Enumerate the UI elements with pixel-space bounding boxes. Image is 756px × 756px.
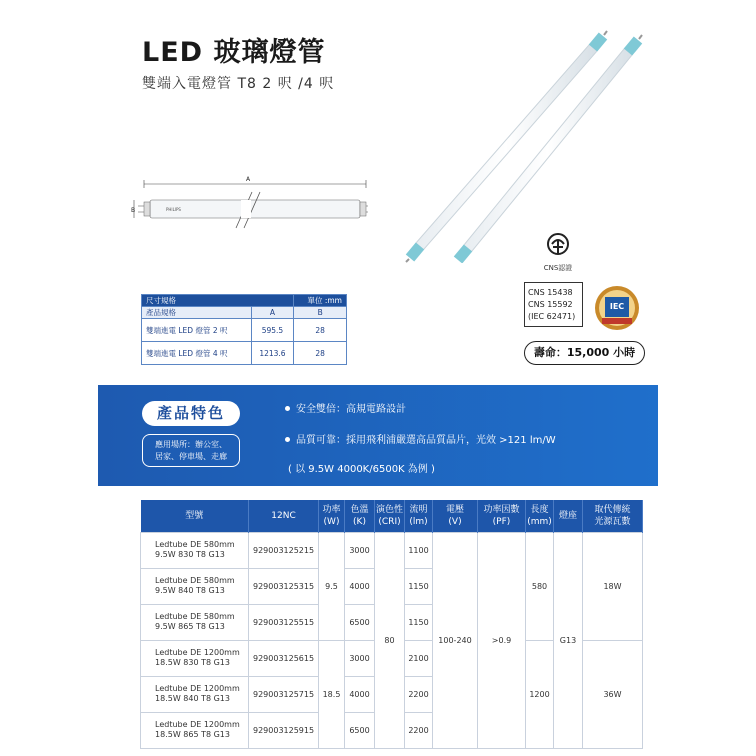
col-header-length: 長度 (mm): [526, 500, 554, 532]
lumen-cell: 1150: [405, 604, 433, 640]
dimension-col-a: A: [251, 307, 294, 319]
power-cell: 9.5: [319, 532, 345, 640]
feature-banner: [98, 385, 658, 486]
bullet-dot-icon: [285, 437, 290, 442]
col-header-12nc: 12NC: [249, 500, 319, 532]
nc-cell: 929003125715: [249, 676, 319, 712]
col-header-replace: 取代傳統 光源瓦數: [583, 500, 643, 532]
nc-cell: 929003125215: [249, 532, 319, 568]
replace-cell: 18W: [583, 532, 643, 640]
col-header-power: 功率 (W): [319, 500, 345, 532]
lifetime-badge: 壽命：15,000 小時: [524, 341, 645, 365]
iec-badge-icon: [594, 285, 640, 331]
lumen-cell: 1150: [405, 568, 433, 604]
feature-note-text: ( 以 9.5W 4000K/6500K 為例 ): [288, 464, 435, 475]
application-line: 應用場所：辦公室、: [155, 440, 227, 449]
dimension-label-b: B: [131, 207, 136, 214]
dimension-row-name: 雙端進電 LED 燈管 2 呎: [142, 319, 252, 342]
col-header-pf: 功率因數 (PF): [478, 500, 526, 532]
dimension-table-unit: 單位 :mm: [294, 295, 347, 307]
nc-cell: 929003125615: [249, 640, 319, 676]
table-row: [142, 319, 347, 342]
bullet-dot-icon: [285, 406, 290, 411]
application-box: [142, 434, 240, 467]
standard-item: (IEC 62471): [528, 312, 576, 321]
length-cell: 580: [526, 532, 554, 640]
col-header-cri: 演色性 (CRI): [375, 500, 405, 532]
cct-cell: 3000: [345, 640, 375, 676]
dimension-label-a: A: [245, 176, 251, 183]
cns-icon: [546, 232, 570, 258]
dimension-row-a: 595.5: [251, 319, 294, 342]
dimension-row-b: 28: [294, 319, 347, 342]
cct-cell: 4000: [345, 568, 375, 604]
replace-cell: 36W: [583, 640, 643, 748]
dimension-row-name: 雙端進電 LED 燈管 4 呎: [142, 342, 252, 365]
voltage-cell: 100-240: [433, 532, 478, 748]
col-header-cct: 色溫 (K): [345, 500, 375, 532]
dimension-table: [141, 294, 347, 365]
nc-cell: 929003125515: [249, 604, 319, 640]
led-tubes-image: [400, 18, 650, 263]
col-header-lumen: 流明 (lm): [405, 500, 433, 532]
length-cell: 1200: [526, 640, 554, 748]
feature-title: 產品特色: [142, 401, 240, 426]
model-cell: Ledtube DE 580mm 9.5W 830 T8 G13: [141, 532, 249, 568]
feature-bullet-text: 安全雙倍：高規電路設計: [296, 404, 406, 415]
cct-cell: 6500: [345, 712, 375, 748]
feature-note: [288, 460, 435, 475]
cns-certification-mark: [538, 232, 578, 276]
page-title: LED 玻璃燈管: [142, 37, 326, 68]
dimension-row-a: 1213.6: [251, 342, 294, 365]
nc-cell: 929003125915: [249, 712, 319, 748]
table-row: [141, 532, 643, 568]
base-cell: G13: [554, 532, 583, 748]
cri-cell: 80: [375, 532, 405, 748]
power-cell: 18.5: [319, 640, 345, 748]
table-row: [142, 342, 347, 365]
model-cell: Ledtube DE 580mm 9.5W 840 T8 G13: [141, 568, 249, 604]
pf-cell: >0.9: [478, 532, 526, 748]
col-header-model: 型號: [141, 500, 249, 532]
model-cell: Ledtube DE 580mm 9.5W 865 T8 G13: [141, 604, 249, 640]
col-header-base: 燈座: [554, 500, 583, 532]
feature-bullet: [285, 400, 406, 415]
dimension-col-b: B: [294, 307, 347, 319]
model-cell: Ledtube DE 1200mm 18.5W 840 T8 G13: [141, 676, 249, 712]
dimension-col-name: 產品規格: [142, 307, 252, 319]
dimension-row-b: 28: [294, 342, 347, 365]
cct-cell: 6500: [345, 604, 375, 640]
standard-item: CNS 15592: [528, 300, 573, 309]
feature-bullet: [285, 431, 556, 446]
cct-cell: 3000: [345, 532, 375, 568]
standards-box: [524, 282, 583, 327]
iec-badge-text: IEC: [609, 302, 625, 311]
standard-item: CNS 15438: [528, 288, 573, 297]
spec-table: [140, 500, 643, 749]
application-line: 居家、停車場、走廊: [155, 452, 227, 461]
model-cell: Ledtube DE 1200mm 18.5W 830 T8 G13: [141, 640, 249, 676]
feature-bullet-text: 品質可靠：採用飛利浦嚴選高品質晶片，光效 >121 lm/W: [296, 435, 556, 446]
cns-caption: CNS認證: [543, 264, 573, 272]
col-header-voltage: 電壓 (V): [433, 500, 478, 532]
cct-cell: 4000: [345, 676, 375, 712]
diagram-brand-text: PHILIPS: [166, 207, 181, 212]
model-cell: Ledtube DE 1200mm 18.5W 865 T8 G13: [141, 712, 249, 748]
nc-cell: 929003125315: [249, 568, 319, 604]
page-subtitle: 雙端入電燈管 T8 2 呎 /4 呎: [142, 76, 335, 92]
lumen-cell: 2100: [405, 640, 433, 676]
tube-dimension-diagram: [128, 172, 368, 234]
lumen-cell: 1100: [405, 532, 433, 568]
lumen-cell: 2200: [405, 676, 433, 712]
dimension-table-title: 尺寸規格: [142, 295, 294, 307]
lumen-cell: 2200: [405, 712, 433, 748]
